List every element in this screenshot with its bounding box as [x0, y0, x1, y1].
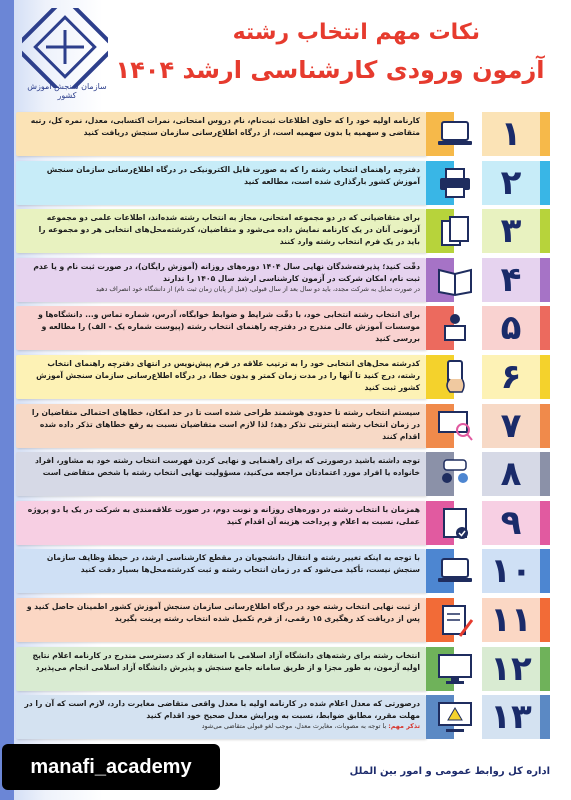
tip-text: کدرشته محل‌های انتخابی خود را به ترتیب علاقه در فرم پیش‌نویس در انتهای دفترچه راهنمای انتخاب رشته، درج کنید تا آنها را در مدت زمان کمتر و بدون خطا، در درگاه اطلاع‌رسانی سازمان سنجش آموزش کشور ثبت کنید: [36, 359, 420, 392]
tip-row: [16, 598, 536, 642]
logo-caption: سازمان سنجش آموزش کشور: [27, 82, 107, 100]
tip-row: [16, 452, 536, 496]
tip-row: [16, 258, 536, 302]
tip-number-side: [540, 452, 550, 496]
tip-note-text: در صورت تمایل به شرکت مجدد، باید دو سال بعد از سال قبولی، (قبل از پایان زمان ثبت نام) از دانشگاه خود انصراف دهید: [95, 284, 420, 293]
tip-number: ۱۰: [490, 551, 532, 592]
open-book-icon: [436, 262, 474, 298]
hand-touch-icon: [436, 359, 474, 395]
tip-text: درصورتی که معدل اعلام شده در کارنامه اولیه با معدل واقعی متقاضی مغایرت دارد، لازم است که آن را در مهلت مقرر، مطابق ضوابط، نسبت به ویرایش معدل صحیح خود اقدام کنید: [24, 699, 420, 721]
tip-text-block: [24, 164, 420, 188]
tip-row: [16, 695, 536, 739]
tip-text: از ثبت نهایی انتخاب رشته خود در درگاه اطلاع‌رسانی سازمان سنجش آموزش کشور اطمینان حاصل کنید و پس از دریافت کد رهگیری ۱۵ رقمی، از فرم تکمیل شده انتخاب رشته پرینت بگیرید: [26, 602, 420, 623]
form-pencil-icon: [436, 602, 474, 638]
tip-note-text: با توجه به مصوبات، مغایرت معدل، موجب لغو قبولی متقاضی می‌شود: [201, 722, 387, 731]
tip-number-side: [540, 598, 550, 642]
tip-text: توجه داشته باشید درصورتی که برای راهنمایی و نهایی کردن فهرست انتخاب رشته خود به مشاور، افراد خانواده یا افراد مورد اعتمادتان مراجعه می‌کنید، مسؤولیت نهایی انتخاب رشته با شخص متقاضی است: [35, 456, 420, 478]
tip-card: [16, 647, 426, 691]
tip-card: [16, 598, 426, 642]
tip-number-block: [482, 355, 550, 399]
tip-number-block: [482, 209, 550, 253]
tip-text: همزمان با انتخاب رشته در دوره‌های روزانه و نوبت دوم، در صورت علاقه‌مندی به شرکت در یک یا دو پروژه عملی، نسبت به اعلام و پرداخت هزینه آن اقدام کنید: [27, 504, 420, 526]
tip-card: [16, 549, 426, 593]
laptop-icon: [436, 553, 474, 589]
tip-card: [16, 112, 426, 156]
tip-number: ۵: [500, 308, 522, 349]
tip-number: ۱۳: [490, 697, 532, 738]
tip-number-block: [482, 695, 550, 739]
tip-number-block: [482, 501, 550, 545]
tip-text: کارنامه اولیه خود را که حاوی اطلاعات ثبت‌نام، نام دروس امتحانی، نمرات اکتسابی، معدل، نمره کل، رتبه متقاضی و سهمیه یا بدون سهمیه است، از درگاه اطلاع‌رسانی سازمان سنجش دریافت کنید: [30, 116, 420, 137]
tip-number-block: [482, 452, 550, 496]
tip-row: [16, 404, 536, 448]
tip-number: ۶: [500, 357, 522, 397]
tip-text-block: [24, 261, 420, 294]
tip-number-block: [482, 404, 550, 448]
tip-number-side: [540, 501, 550, 545]
tip-row: [16, 549, 536, 593]
tip-text-block: [24, 455, 420, 479]
tip-number: ۱۱: [490, 600, 532, 640]
watermark-badge: [2, 744, 220, 790]
tip-note: [24, 722, 420, 731]
footer-credit: اداره کل روابط عمومی و امور بین الملل: [349, 766, 550, 777]
tip-text: برای متقاضیانی که در دو مجموعه امتحانی، مجاز به انتخاب رشته شده‌اند، اطلاعات علمی دو مجموعه آزمونی آنان در یک کارنامه نمایش داده می‌شود و متقاضیان، کدرشته‌محل‌های انتخابی هر دو مجموعه را باید در یک فرم انتخاب رشته وارد کنند: [38, 213, 420, 247]
tip-number: ۱: [500, 114, 522, 154]
tip-number-side: [540, 306, 550, 350]
tip-text-block: [24, 309, 420, 345]
tip-text: انتخاب رشته برای رشته‌های دانشگاه آزاد اسلامی با استفاده از کد دسترسی مندرج در کارنامه اعلام نتایج اولیه آزمون، به طور مجزا و از طریق سامانه جامع سنجش و پذیرش دانشگاه آزاد اسلامی انجام می‌پذیرد: [32, 650, 420, 672]
tip-text-block: [24, 407, 420, 443]
tip-text-block: [24, 358, 420, 394]
people-chat-icon: [436, 456, 474, 492]
tip-number-side: [540, 209, 550, 253]
monitor-search-icon: [436, 408, 474, 444]
tip-number-block: [482, 112, 550, 156]
tip-number-side: [540, 647, 550, 691]
tip-note-label: تذکر مهم:: [388, 722, 420, 731]
tip-row: [16, 161, 536, 205]
tip-number: ۸: [500, 454, 522, 495]
monitor-icon: [436, 651, 474, 687]
tip-number-block: [482, 306, 550, 350]
tip-number-side: [540, 355, 550, 399]
tip-number-side: [540, 258, 550, 302]
page-subtitle: آزمون ورودی کارشناسی ارشد ۱۴۰۴: [115, 56, 545, 84]
tip-number: ۴: [500, 259, 522, 300]
laptop-icon: [436, 116, 474, 152]
tip-text-block: [24, 698, 420, 731]
tip-card: [16, 258, 426, 302]
tip-text-block: [24, 650, 420, 674]
tip-text: با توجه به اینکه تغییر رشته و انتقال دانشجویان در مقطع کارشناسی ارشد، در حیطهٔ وظایف سازمان سنجش نیست، تأکید می‌شود که در زمان انتخاب رشته و ثبت کدرشته‌محل‌ها بسیار دقت کنید: [46, 553, 420, 575]
tip-row: [16, 209, 536, 253]
tip-text: دفترچه راهنمای انتخاب رشته را که به صورت فایل الکترونیکی در درگاه اطلاع‌رسانی سازمان سنجش آموزش کشور بارگذاری شده است، مطالعه کنید: [46, 164, 420, 186]
tip-number-side: [540, 112, 550, 156]
tip-row: [16, 501, 536, 545]
tip-text-block: [24, 212, 420, 248]
tip-text-block: [24, 504, 420, 528]
tip-card: [16, 355, 426, 399]
tip-row: [16, 306, 536, 350]
left-rail-decoration: [0, 0, 14, 800]
tip-row: [16, 355, 536, 399]
reader-icon: [436, 310, 474, 346]
tip-number-block: [482, 549, 550, 593]
tip-card: [16, 695, 426, 739]
tip-text-block: [24, 601, 420, 625]
tip-text: دقّت کنید؛ پذیرفته‌شدگان نهایی سال ۱۴۰۴ دوره‌های روزانه (آموزش رایگان)، در صورت ثبت نام و یا عدم ثبت نام، امکان شرکت در آزمون کارشناسی ارشد سال ۱۴۰۵ را ندارند: [33, 261, 420, 283]
printer-icon: [436, 165, 474, 201]
tip-text-block: [24, 552, 420, 576]
tip-number: ۲: [500, 162, 522, 203]
page-title: نکات مهم انتخاب رشته: [232, 20, 480, 45]
clipboard-check-icon: [436, 505, 474, 541]
tip-card: [16, 306, 426, 350]
tip-row: [16, 112, 536, 156]
tip-note: [24, 285, 420, 294]
tip-text: برای انتخاب رشته انتخابی خود، با دقّت شرایط و ضوابط خوابگاه، آدرس، شماره تماس و... دانشگاه‌ها و موسسات آموزش عالی مندرج در دفترچه راهنمای انتخاب رشته (پیوست شماره یک - الف) را مطالعه و بررسی کنید: [38, 310, 420, 344]
tip-text: سیستم انتخاب رشته تا حدودی هوشمند طراحی شده است تا در حد امکان، خطاهای احتمالی متقاضیان را در زمان انتخاب رشته اینترنتی تذکر دهد؛ لذا لازم است متقاضیان نسبت به رفع خطاهای تذکر داده شده اقدام کنند: [31, 407, 420, 441]
documents-icon: [436, 213, 474, 249]
tip-card: [16, 161, 426, 205]
tip-number: ۳: [500, 211, 522, 252]
tip-number-block: [482, 598, 550, 642]
tip-number: ۹: [500, 502, 522, 543]
tip-card: [16, 404, 426, 448]
tip-number: ۱۲: [490, 648, 532, 689]
tip-number-block: [482, 161, 550, 205]
tip-text-block: [24, 115, 420, 139]
tip-number-block: [482, 647, 550, 691]
tip-number-block: [482, 258, 550, 302]
tip-card: [16, 452, 426, 496]
tip-number-side: [540, 404, 550, 448]
tip-row: [16, 647, 536, 691]
tip-number-side: [540, 549, 550, 593]
tip-number: ۷: [500, 405, 522, 446]
tip-number-side: [540, 695, 550, 739]
tip-number-side: [540, 161, 550, 205]
tip-card: [16, 501, 426, 545]
tip-card: [16, 209, 426, 253]
watermark-text: manafi_academy: [30, 756, 192, 778]
monitor-warning-icon: [436, 699, 474, 735]
